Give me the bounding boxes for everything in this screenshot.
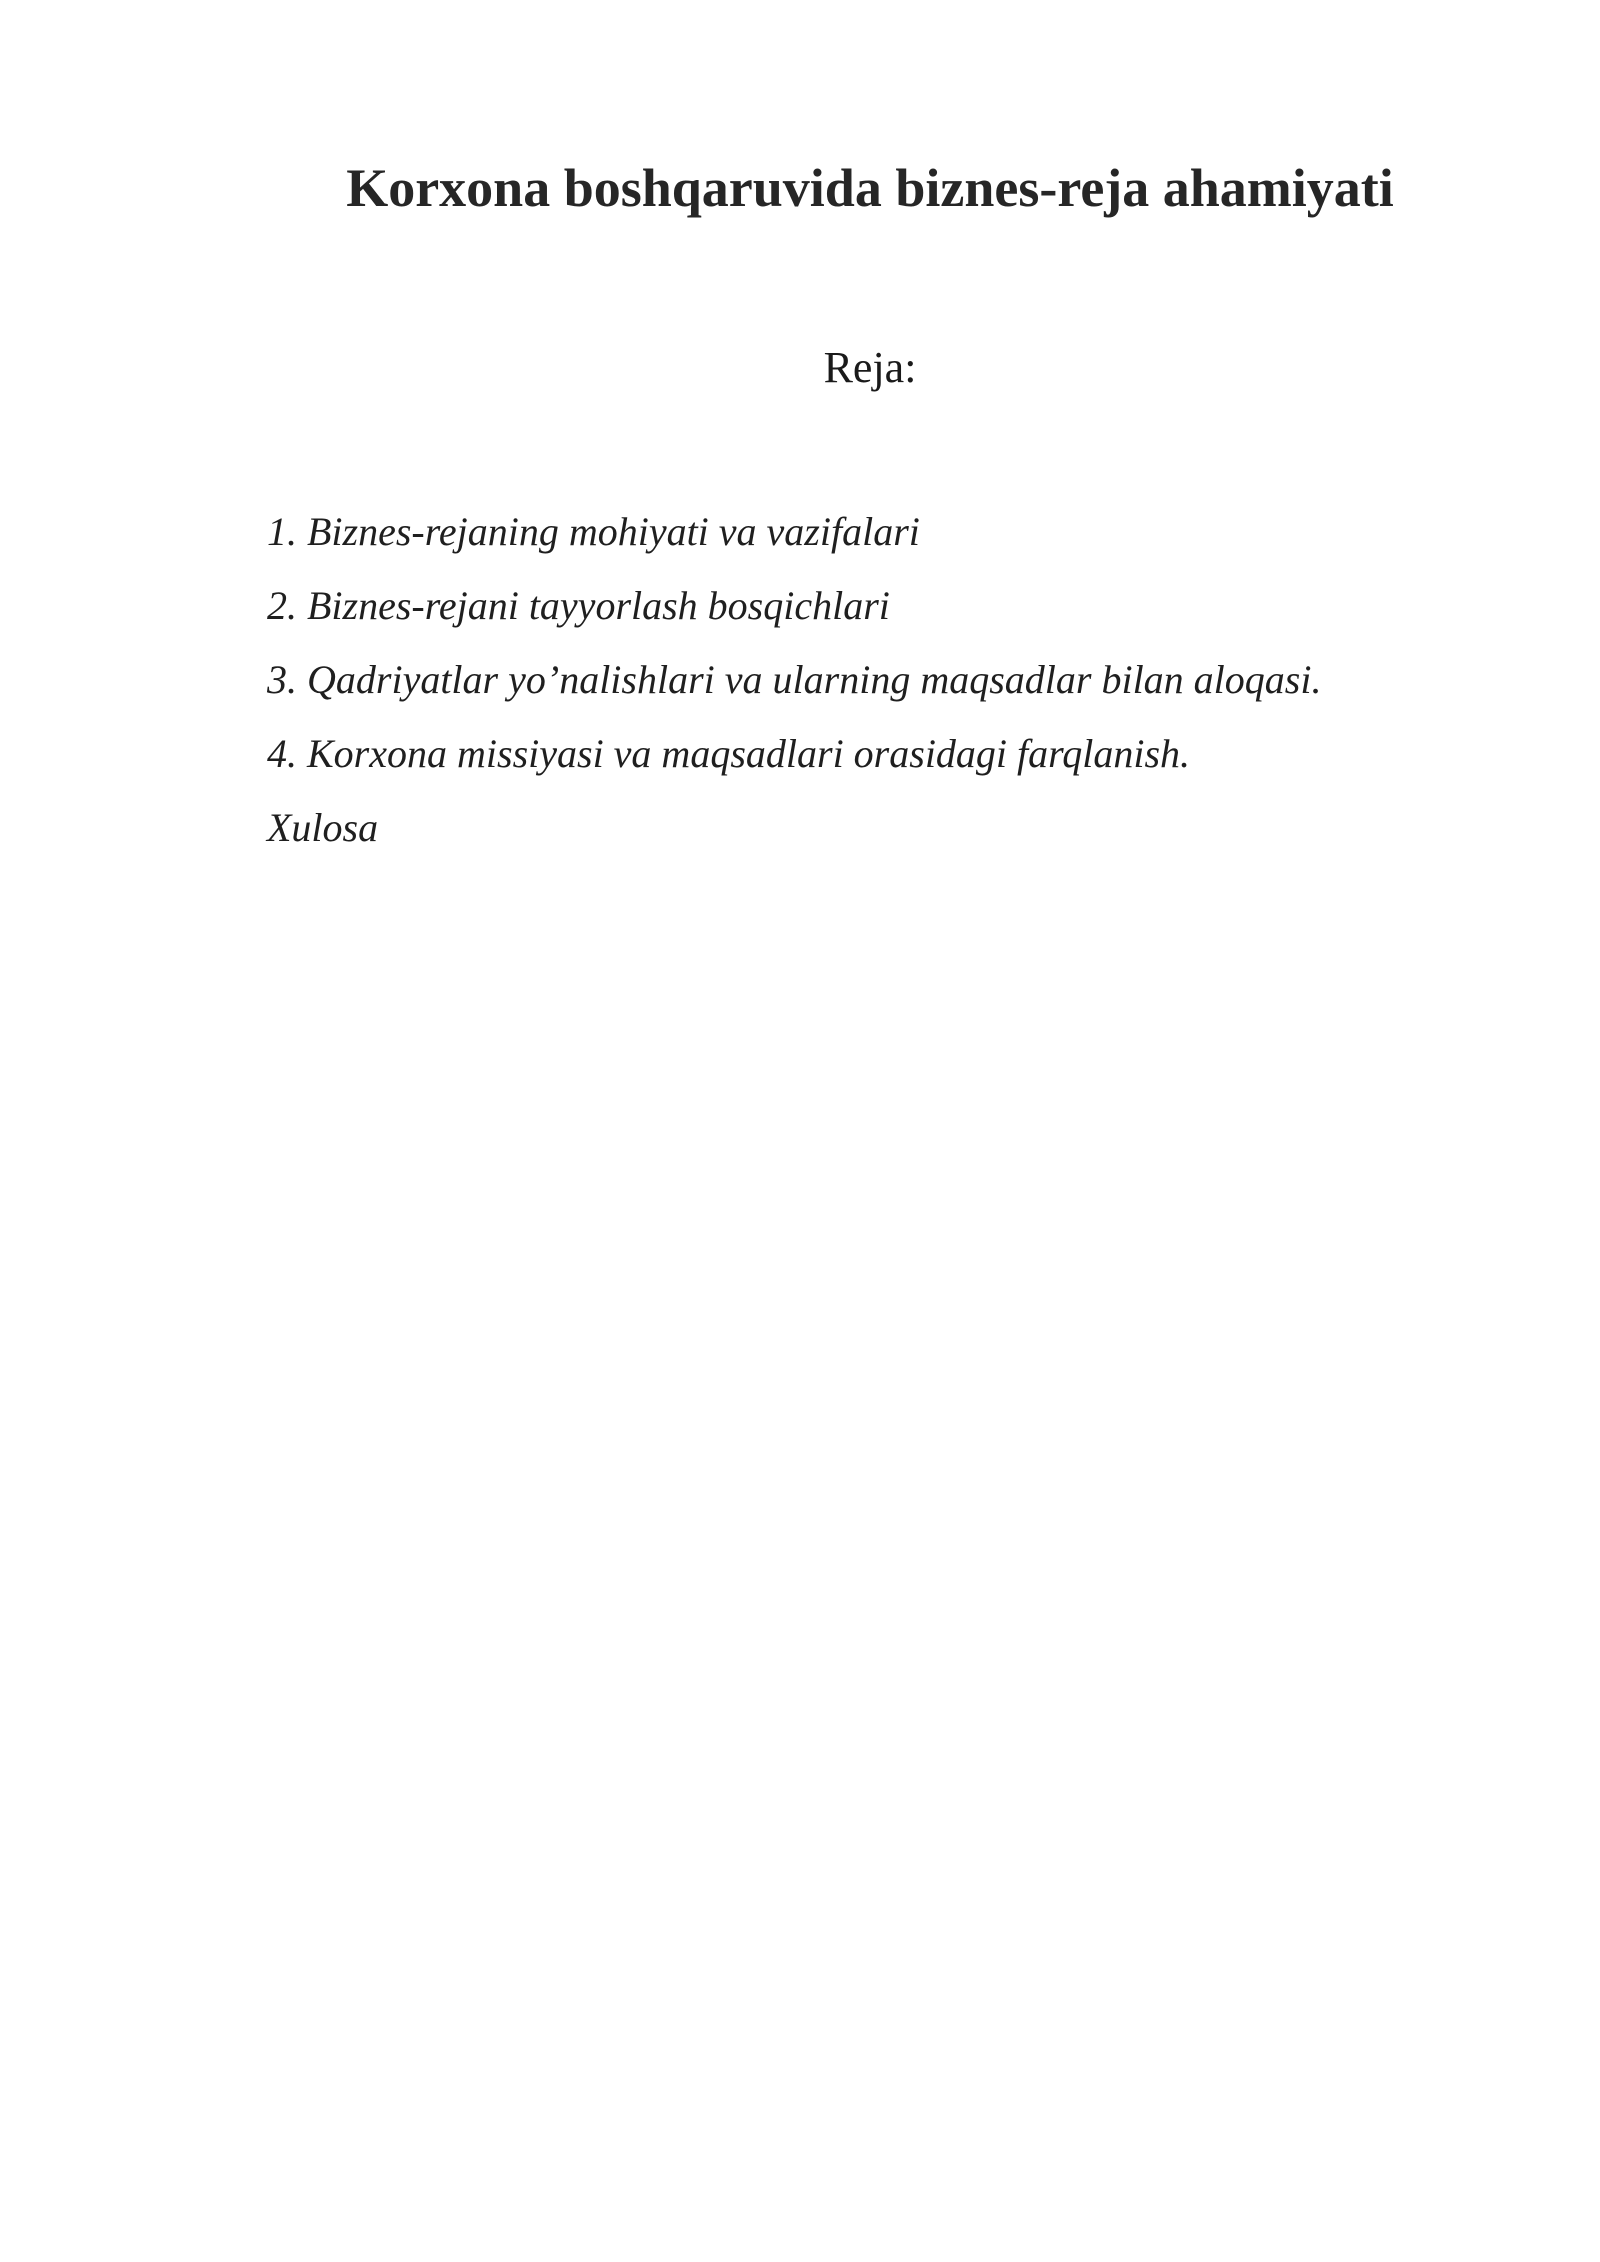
- plan-heading: Reja:: [823, 343, 917, 392]
- plan-item-1: 1. Biznes-rejaning mohiyati va vazifalari: [267, 509, 920, 554]
- plan-item-3: 3. Qadriyatlar yo’nalishlari va ularning maqsadlar bilan aloqasi.: [267, 657, 1322, 702]
- plan-item-4: 4. Korxona missiyasi va maqsadlari orasidagi farqlanish.: [267, 731, 1191, 776]
- page-title: Korxona boshqaruvida biznes-reja ahamiyati: [346, 158, 1394, 218]
- plan-item-conclusion: Xulosa: [267, 805, 379, 850]
- plan-item-2: 2. Biznes-rejani tayyorlash bosqichlari: [267, 583, 890, 628]
- plan-list: [267, 500, 1321, 870]
